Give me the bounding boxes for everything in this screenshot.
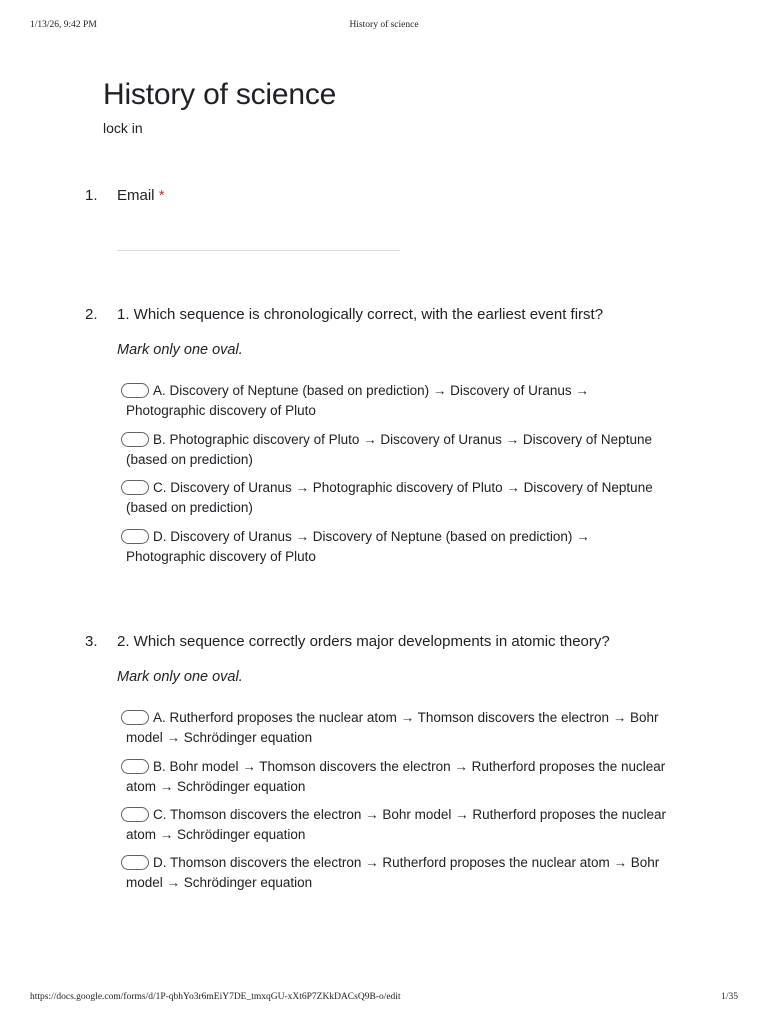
question-text: Which sequence correctly orders major developments in atomic theory? bbox=[129, 633, 610, 650]
required-asterisk: * bbox=[158, 187, 165, 204]
question-text: Which sequence is chronologically correct, with the earliest event first? bbox=[129, 306, 604, 323]
print-footer bbox=[0, 992, 768, 1006]
print-page-number: 1/35 bbox=[721, 992, 738, 1002]
print-datetime: 1/13/26, 9:42 PM bbox=[30, 20, 97, 30]
question-title bbox=[117, 306, 677, 323]
option-q2-b[interactable] bbox=[126, 430, 671, 469]
email-label: Email bbox=[117, 187, 155, 204]
option-q2-a[interactable] bbox=[126, 381, 671, 420]
radio-oval[interactable] bbox=[121, 480, 149, 495]
question-prefix: 2. bbox=[117, 633, 130, 650]
option-q3-a[interactable] bbox=[126, 708, 671, 747]
radio-oval[interactable] bbox=[121, 529, 149, 544]
radio-oval[interactable] bbox=[121, 432, 149, 447]
option-label: D. Thomson discovers the electron → Rutherford proposes the nuclear atom → Bohr model → Schrödinger equation bbox=[126, 855, 660, 890]
question-number: 2. bbox=[85, 306, 98, 323]
email-field[interactable] bbox=[117, 250, 400, 251]
option-q3-c[interactable] bbox=[126, 805, 671, 844]
question-title-email bbox=[117, 187, 677, 204]
form-description: lock in bbox=[103, 120, 143, 136]
question-hint: Mark only one oval. bbox=[117, 342, 243, 358]
option-label: A. Discovery of Neptune (based on prediction) → Discovery of Uranus → Photographic discovery of Pluto bbox=[126, 383, 589, 418]
option-q2-d[interactable] bbox=[126, 527, 671, 566]
option-label: B. Bohr model → Thomson discovers the electron → Rutherford proposes the nuclear atom → Schrödinger equation bbox=[126, 759, 666, 794]
question-number: 1. bbox=[85, 187, 98, 204]
question-hint: Mark only one oval. bbox=[117, 669, 243, 685]
option-q2-c[interactable] bbox=[126, 478, 671, 517]
option-q3-b[interactable] bbox=[126, 757, 671, 796]
option-label: C. Thomson discovers the electron → Bohr model → Rutherford proposes the nuclear atom → Schrödinger equation bbox=[126, 807, 666, 842]
radio-oval[interactable] bbox=[121, 710, 149, 725]
question-prefix: 1. bbox=[117, 306, 130, 323]
radio-oval[interactable] bbox=[121, 759, 149, 774]
print-url: https://docs.google.com/forms/d/1P-qbhYo3r6mEiY7DE_tmxqGU-xXt6P7ZKkDACsQ9B-o/edit bbox=[30, 992, 401, 1002]
form-title: History of science bbox=[103, 78, 337, 111]
option-q3-d[interactable] bbox=[126, 853, 671, 892]
option-label: C. Discovery of Uranus → Photographic discovery of Pluto → Discovery of Neptune (based on prediction) bbox=[126, 480, 653, 515]
question-number: 3. bbox=[85, 633, 98, 650]
option-label: A. Rutherford proposes the nuclear atom → Thomson discovers the electron → Bohr model → Schrödinger equation bbox=[126, 710, 659, 745]
radio-oval[interactable] bbox=[121, 383, 149, 398]
option-label: B. Photographic discovery of Pluto → Discovery of Uranus → Discovery of Neptune (based on prediction) bbox=[126, 432, 652, 467]
print-doc-title: History of science bbox=[349, 20, 419, 30]
question-title bbox=[117, 633, 677, 650]
radio-oval[interactable] bbox=[121, 855, 149, 870]
print-header bbox=[0, 20, 768, 34]
radio-oval[interactable] bbox=[121, 807, 149, 822]
option-label: D. Discovery of Uranus → Discovery of Neptune (based on prediction) → Photographic discovery of Pluto bbox=[126, 529, 590, 564]
